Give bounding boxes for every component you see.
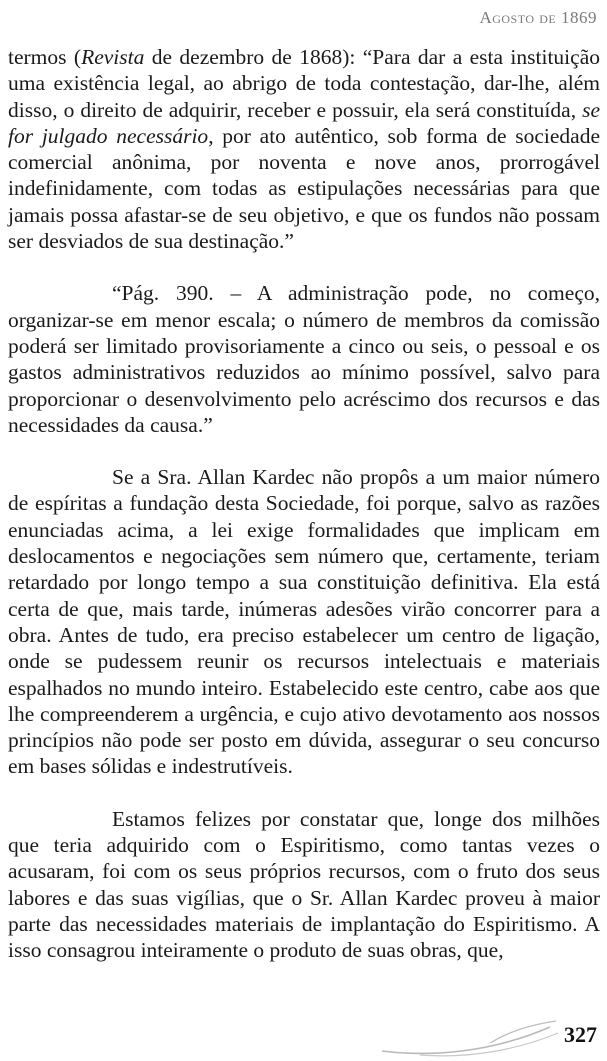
text-run: de dezembro de 1868): “Para dar a esta instituição uma existência legal, ao abrigo de toda contestação, dar-lhe, além disso, o direito de adquirir, receber e possuir, ela será constituída, xyxy=(8,45,600,122)
page-body xyxy=(8,44,600,964)
running-header: Agosto de 1869 xyxy=(479,8,597,27)
text-run: termos ( xyxy=(8,45,82,69)
text-run: Se a Sra. Allan Kardec não propôs a um maior número de espíritas a fundação desta Sociedade, foi porque, salvo as razões enunciadas acima, a lei exige formalidades que implicam em deslocamentos e negociações sem número que, certamente, teriam retardado por longo tempo a sua constituição definitiva. Ela está certa de que, mais tarde, inúmeras adesões virão concorrer para a obra. Antes de tudo, era preciso estabelecer um centro de ligação, onde se pudessem reunir os recursos intelectuais e materiais espalhados no mundo inteiro. Estabelecido este centro, cabe aos que lhe compreenderem a urgência, e cujo ativo devotamento aos nossos princípios não pode ser posto em dúvida, assegurar o seu concurso em bases sólidas e indestrutíveis. xyxy=(8,465,600,779)
paragraph-3 xyxy=(8,464,600,780)
paragraph-1 xyxy=(8,44,600,254)
italic-run: se for julgado necessário xyxy=(8,97,600,148)
text-run: “Pág. 390. – A administração pode, no começo, organizar-se em menor escala; o número de membros da comissão poderá ser limitado provisoriamente a cinco ou seis, o pessoal e os gastos administrativos reduzidos ao mínimo possível, salvo para proporcionar o desenvolvimento pelo acréscimo dos recursos e das necessidades da causa.” xyxy=(8,281,600,437)
paragraph-4 xyxy=(8,806,600,964)
page-number: 327 xyxy=(564,1022,597,1047)
paragraph-2 xyxy=(8,280,600,438)
footer-swoosh-ornament xyxy=(380,1013,560,1061)
text-run: Estamos felizes por constatar que, longe dos milhões que teria adquirido com o Espiritismo, como tantas vezes o acusaram, foi com os seus próprios recursos, com o fruto dos seus labores e das suas vigílias, que o Sr. Allan Kardec proveu à maior parte das necessidades materiais de implantação do Espiritismo. A isso consagrou inteiramente o produto de suas obras, que, xyxy=(8,806,600,963)
text-run: , por ato autêntico, sob forma de sociedade comercial anônima, por noventa e nove anos, prorrogável indefinidamente, com todas as estipulações necessárias para que jamais possa afastar-se de seu objetivo, e que os fundos não possam ser desviados de sua destinação.” xyxy=(8,123,600,254)
italic-run: Revista xyxy=(81,45,145,69)
